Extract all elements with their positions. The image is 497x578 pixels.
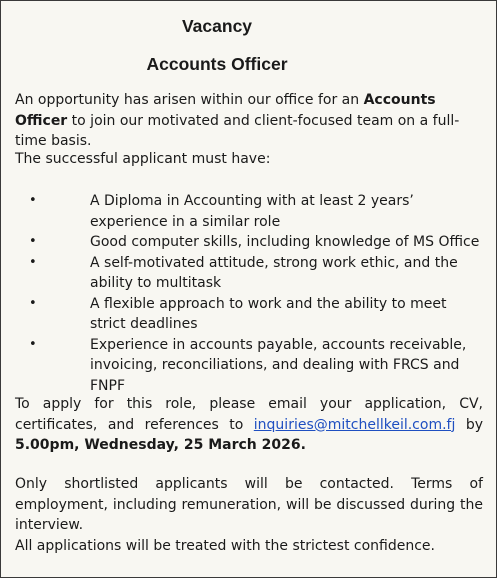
bullet: • bbox=[29, 254, 37, 270]
apply-text-middle: by bbox=[455, 416, 483, 433]
bullet: • bbox=[29, 295, 37, 311]
requirement-text: A self-motivated attitude, strong work ethic, and the ability to multitask bbox=[90, 254, 458, 291]
requirement-text: A Diploma in Accounting with at least 2 years’ experience in a similar role bbox=[90, 193, 414, 230]
intro-role: Accounts Officer bbox=[15, 92, 436, 129]
requirements-list bbox=[15, 191, 485, 396]
heading: Vacancy bbox=[181, 16, 253, 36]
intro-paragraph bbox=[15, 90, 483, 152]
requirement-text: Experience in accounts payable, accounts receivable, invoicing, reconciliations, and dealing with FRCS and FNPF bbox=[90, 336, 467, 394]
confidentiality-note: All applications will be treated with the strictest confidence. bbox=[15, 538, 435, 554]
email-link[interactable]: inquiries@mitchellkeil.com.fj bbox=[253, 416, 456, 433]
apply-text-before: To apply for this role, please email your application, CV, certificates, and references to bbox=[15, 396, 483, 433]
bullet: • bbox=[29, 234, 37, 249]
list-item bbox=[15, 294, 485, 335]
apply-paragraph bbox=[15, 394, 483, 456]
bullet: • bbox=[29, 193, 37, 208]
list-item bbox=[15, 335, 485, 397]
requirement-text: Good computer skills, including knowledge of MS Office bbox=[90, 234, 480, 250]
list-item bbox=[15, 191, 485, 232]
intro-text-after: to join our motivated and client-focused team on a full-time basis. bbox=[15, 112, 460, 149]
list-item bbox=[15, 232, 485, 253]
apply-deadline: 5.00pm, Wednesday, 25 March 2026. bbox=[15, 437, 306, 453]
list-item bbox=[15, 253, 485, 294]
position-title: Accounts Officer bbox=[146, 54, 288, 74]
intro-text-before: An opportunity has arisen within our office for an bbox=[15, 92, 364, 108]
requirements-lead: The successful applicant must have: bbox=[15, 151, 271, 167]
requirement-text: A flexible approach to work and the ability to meet strict deadlines bbox=[90, 295, 447, 332]
bullet: • bbox=[29, 336, 37, 352]
shortlist-note: Only shortlisted applicants will be contacted. Terms of employment, including remuneration, will be discussed during the interview. bbox=[15, 476, 483, 533]
